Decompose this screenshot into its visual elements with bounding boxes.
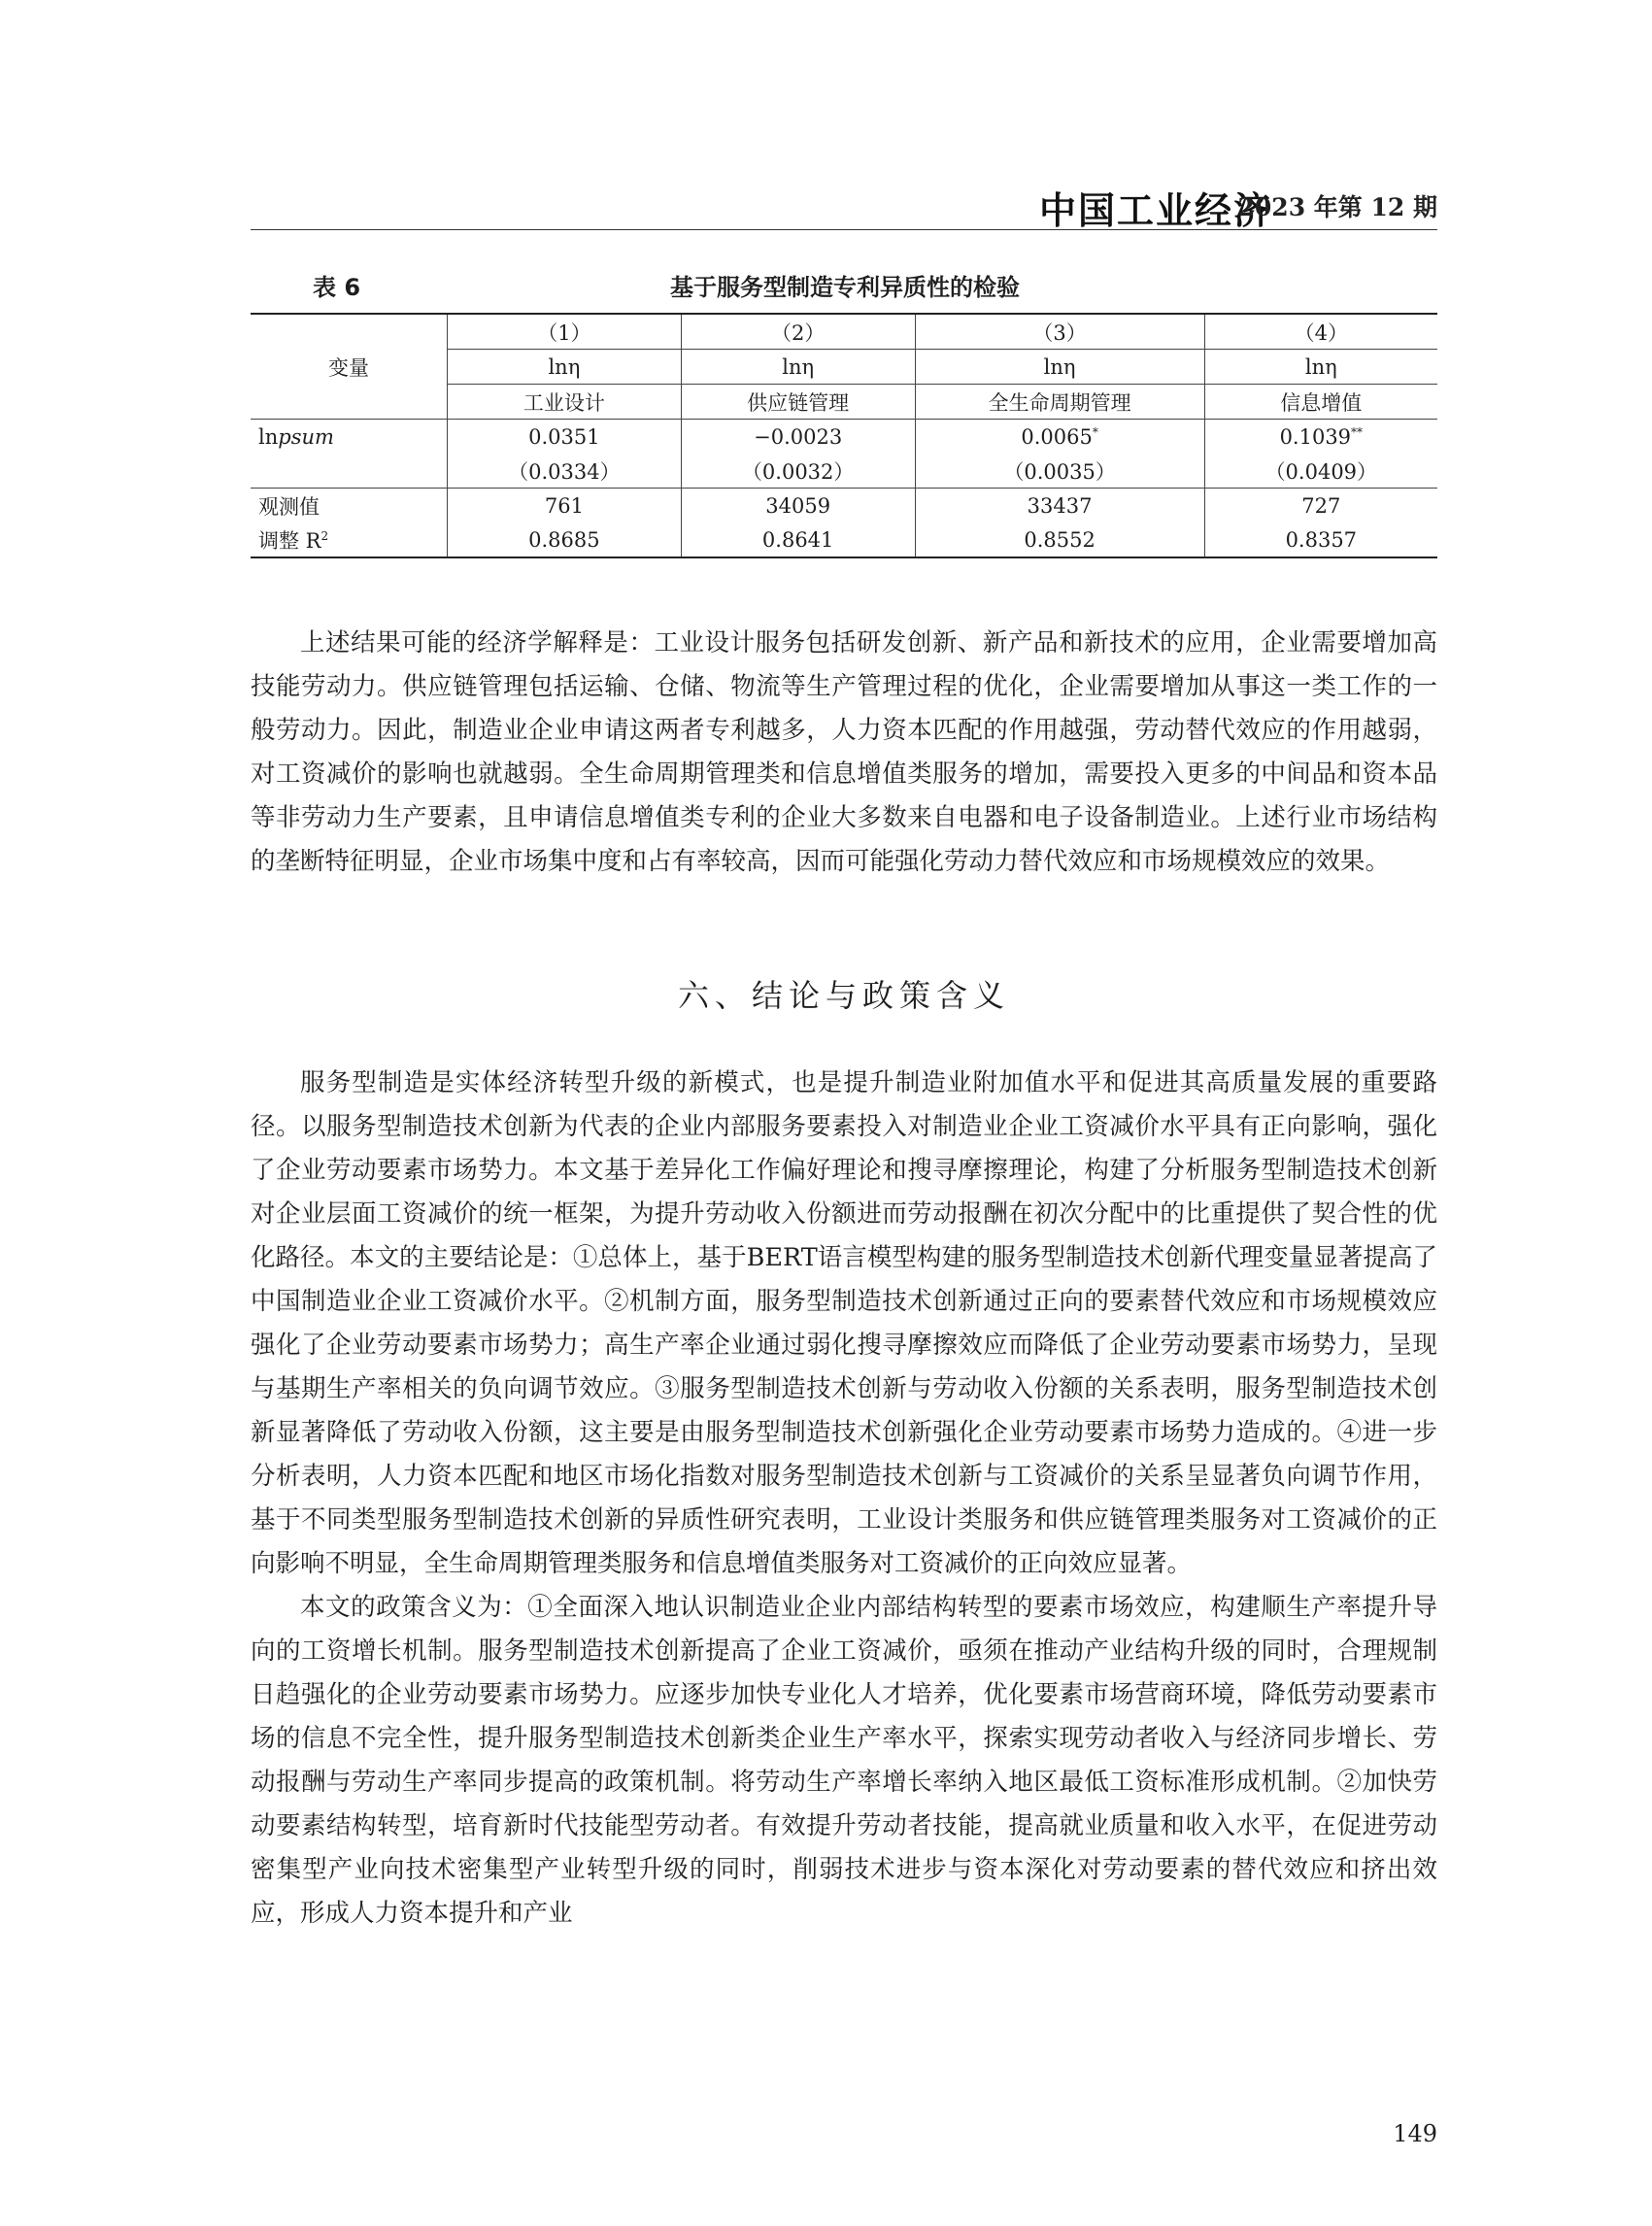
obs-cell: 761 <box>448 489 682 523</box>
table-header-row-nums <box>251 314 1437 350</box>
r2-cell: 0.8357 <box>1204 523 1437 557</box>
col-num: （4） <box>1204 314 1437 350</box>
var-header: 变量 <box>251 314 448 420</box>
dep-var: lnη <box>915 350 1204 385</box>
obs-cell: 34059 <box>681 489 915 523</box>
paragraph-conclusions: 服务型制造是实体经济转型升级的新模式，也是提升制造业附加值水平和促进其高质量发展的重要路径。以服务型制造技术创新为代表的企业内部服务要素投入对制造业企业工资减价水平具有正向影响，强化了企业劳动要素市场势力。本文基于差异化工作偏好理论和搜寻摩擦理论，构建了分析服务型制造技术创新对企业层面工资减价的统一框架，为提升劳动收入份额进而劳动报酬在初次分配中的比重提供了契合性的优化路径。本文的主要结论是：①总体上，基于BERT语言模型构建的服务型制造技术创新代理变量显著提高了中国制造业企业工资减价水平。②机制方面，服务型制造技术创新通过正向的要素替代效应和市场规模效应强化了企业劳动要素市场势力；高生产率企业通过弱化搜寻摩擦效应而降低了企业劳动要素市场势力，呈现与基期生产率相关的负向调节效应。③服务型制造技术创新与劳动收入份额的关系表明，服务型制造技术创新显著降低了劳动收入份额，这主要是由服务型制造技术创新强化企业劳动要素市场势力造成的。④进一步分析表明，人力资本匹配和地区市场化指数对服务型制造技术创新与工资减价的关系呈显著负向调节作用，基于不同类型服务型制造技术创新的异质性研究表明，工业设计类服务和供应链管理类服务对工资减价的正向影响不明显，全生命周期管理类服务和信息增值类服务对工资减价的正向效应显著。 <box>251 1068 1437 1578</box>
col-label: 工业设计 <box>448 385 682 420</box>
conclusion-text <box>251 1062 1437 1936</box>
paragraph-policy: 本文的政策含义为：①全面深入地认识制造业企业内部结构转型的要素市场效应，构建顺生产率提升导向的工资增长机制。服务型制造技术创新提高了企业工资减价，亟须在推动产业结构升级的同时，合理规制日趋强化的企业劳动要素市场势力。应逐步加快专业化人才培养，优化要素市场营商环境，降低劳动要素市场的信息不完全性，提升服务型制造技术创新类企业生产率水平，探索实现劳动者收入与经济同步增长、劳动报酬与劳动生产率同步提高的政策机制。将劳动生产率增长率纳入地区最低工资标准形成机制。②加快劳动要素结构转型，培育新时代技能型劳动者。有效提升劳动者技能，提高就业质量和收入水平，在促进劳动密集型产业向技术密集型产业转型升级的同时，削弱技术进步与资本深化对劳动要素的替代效应和挤出效应，形成人力资本提升和产业 <box>251 1593 1437 1928</box>
row-label-lnpsum: lnpsum <box>258 424 334 449</box>
r2-cell: 0.8552 <box>915 523 1204 557</box>
results-table <box>251 313 1437 558</box>
col-num: （2） <box>681 314 915 350</box>
table-title: 基于服务型制造专利异质性的检验 <box>670 274 1020 301</box>
row-label-obs: 观测值 <box>251 489 448 523</box>
dep-var: lnη <box>1204 350 1437 385</box>
col-num: （1） <box>448 314 682 350</box>
obs-cell: 33437 <box>915 489 1204 523</box>
table-row-se <box>251 454 1437 489</box>
coef-cell: 0.1039** <box>1204 420 1437 455</box>
journal-logo: 中国工业经济 <box>1038 189 1272 232</box>
dep-var: lnη <box>681 350 915 385</box>
col-label: 供应链管理 <box>681 385 915 420</box>
se-cell: （0.0409） <box>1204 454 1437 489</box>
coef-cell: 0.0351 <box>448 420 682 455</box>
se-cell: （0.0032） <box>681 454 915 489</box>
obs-cell: 727 <box>1204 489 1437 523</box>
dep-var: lnη <box>448 350 682 385</box>
table-row-obs <box>251 489 1437 523</box>
section-heading: 六、结论与政策含义 <box>677 977 1010 1014</box>
table-row-r2 <box>251 523 1437 557</box>
coef-cell: 0.0065* <box>915 420 1204 455</box>
page-header <box>251 181 1437 230</box>
table-number: 表 6 <box>313 274 361 301</box>
issue-label: 2023 年第 12 期 <box>1237 193 1437 221</box>
col-num: （3） <box>915 314 1204 350</box>
se-cell: （0.0334） <box>448 454 682 489</box>
coef-cell: −0.0023 <box>681 420 915 455</box>
col-label: 全生命周期管理 <box>915 385 1204 420</box>
page-number: 149 <box>1393 2120 1437 2147</box>
r2-cell: 0.8685 <box>448 523 682 557</box>
col-label: 信息增值 <box>1204 385 1437 420</box>
r2-cell: 0.8641 <box>681 523 915 557</box>
se-cell: （0.0035） <box>915 454 1204 489</box>
paragraph-explanation: 上述结果可能的经济学解释是：工业设计服务包括研发创新、新产品和新技术的应用，企业需要增加高技能劳动力。供应链管理包括运输、仓储、物流等生产管理过程的优化，企业需要增加从事这一类工作的一般劳动力。因此，制造业企业申请这两者专利越多，人力资本匹配的作用越强，劳动替代效应的作用越弱，对工资减价的影响也就越弱。全生命周期管理类和信息增值类服务的增加，需要投入更多的中间品和资本品等非劳动力生产要素，且申请信息增值类专利的企业大多数来自电器和电子设备制造业。上述行业市场结构的垄断特征明显，企业市场集中度和占有率较高，因而可能强化劳动力替代效应和市场规模效应的效果。 <box>251 628 1437 876</box>
table-row-coef <box>251 420 1437 455</box>
row-label-r2: 调整 $R^2$ <box>258 528 329 553</box>
